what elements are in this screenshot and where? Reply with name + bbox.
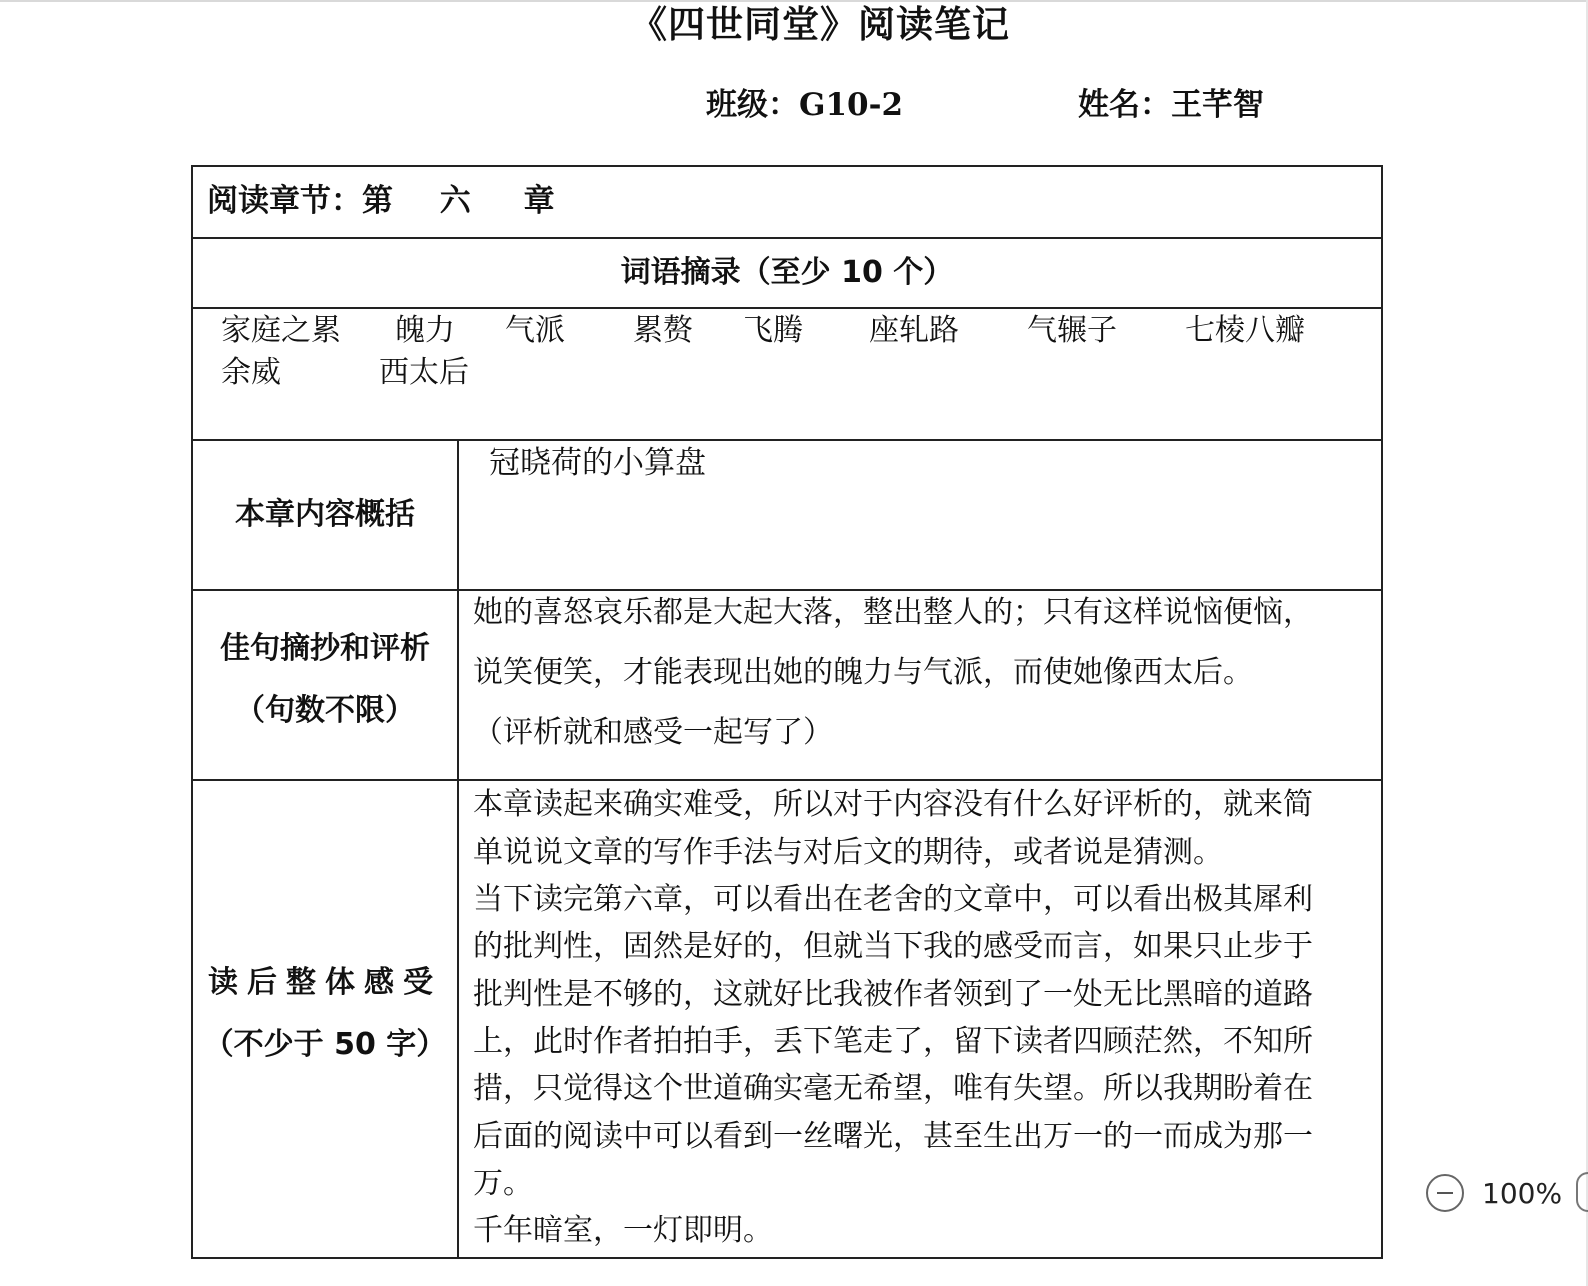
zoom-control bbox=[1426, 1174, 1562, 1212]
feeling-label-note: （不少于 50 字） bbox=[203, 1027, 447, 1062]
feeling-label-cell bbox=[193, 781, 459, 1257]
word-item: 飞腾 bbox=[743, 313, 803, 348]
summary-label: 本章内容概括 bbox=[235, 497, 415, 532]
feeling-label: 读后整体感受 bbox=[208, 965, 442, 1000]
word-item: 气辗子 bbox=[1027, 313, 1117, 348]
word-item: 座轧路 bbox=[869, 313, 959, 348]
feeling-line: 上，此时作者拍拍手，丢下笔走了，留下读者四顾茫然，不知所 bbox=[473, 1024, 1313, 1059]
word-item: 魄力 bbox=[395, 313, 455, 348]
feeling-row bbox=[193, 779, 1381, 1257]
sentences-label: 佳句摘抄和评析 bbox=[220, 631, 430, 666]
words-row bbox=[193, 307, 1381, 439]
reading-notes-table bbox=[191, 165, 1383, 1259]
class-label: 班级： bbox=[706, 87, 799, 123]
sentence-line: 她的喜怒哀乐都是大起大落，整出整人的；只有这样说恼便恼， bbox=[473, 595, 1313, 630]
zoom-level: 100% bbox=[1482, 1176, 1563, 1210]
feeling-line: 本章读起来确实难受，所以对于内容没有什么好评析的，就来简 bbox=[473, 787, 1313, 822]
chapter-number: 六 bbox=[439, 183, 471, 219]
feeling-line: 批判性是不够的，这就好比我被作者领到了一处无比黑暗的道路 bbox=[473, 977, 1313, 1012]
feeling-line: 措，只觉得这个世道确实毫无希望，唯有失望。所以我期盼着在 bbox=[473, 1071, 1313, 1106]
name-info bbox=[1078, 83, 1264, 127]
word-item: 气派 bbox=[505, 313, 565, 348]
sentences-row bbox=[193, 589, 1381, 779]
sentences-label-note: （句数不限） bbox=[235, 693, 415, 728]
chapter-suffix: 章 bbox=[523, 183, 555, 219]
word-item: 七棱八瓣 bbox=[1185, 313, 1305, 348]
chapter-row bbox=[193, 167, 1381, 237]
word-item: 累赘 bbox=[633, 313, 693, 348]
name-label: 姓名： bbox=[1078, 87, 1171, 123]
feeling-line: 单说说文章的写作手法与对后文的期待，或者说是猜测。 bbox=[473, 835, 1223, 870]
feeling-content-cell bbox=[459, 781, 1381, 1257]
name-value: 王芊智 bbox=[1171, 87, 1264, 123]
sentence-line: （评析就和感受一起写了） bbox=[473, 715, 833, 750]
document-title: 《四世同堂》阅读笔记 bbox=[630, 3, 1010, 46]
summary-content-cell bbox=[459, 441, 1381, 589]
summary-text: 冠晓荷的小算盘 bbox=[489, 445, 706, 481]
sentences-content-cell bbox=[459, 591, 1381, 779]
class-info bbox=[706, 83, 903, 127]
words-heading-row bbox=[193, 237, 1381, 307]
sentences-label-cell bbox=[193, 591, 459, 779]
zoom-out-icon[interactable] bbox=[1426, 1174, 1464, 1212]
feeling-line: 万。 bbox=[473, 1166, 533, 1201]
feeling-line: 后面的阅读中可以看到一丝曙光，甚至生出万一的一而成为那一 bbox=[473, 1119, 1313, 1154]
feeling-line: 的批判性，固然是好的，但就当下我的感受而言，如果只止步于 bbox=[473, 929, 1313, 964]
summary-row bbox=[193, 439, 1381, 589]
class-value: G10-2 bbox=[799, 87, 904, 123]
summary-label-cell bbox=[193, 441, 459, 589]
feeling-line: 当下读完第六章，可以看出在老舍的文章中，可以看出极其犀利 bbox=[473, 882, 1313, 917]
feeling-line: 千年暗室，一灯即明。 bbox=[473, 1213, 773, 1248]
zoom-in-icon[interactable] bbox=[1576, 1172, 1588, 1212]
chapter-text bbox=[207, 179, 555, 223]
word-item: 余威 bbox=[221, 355, 281, 390]
chapter-label: 阅读章节：第 bbox=[207, 183, 393, 219]
word-item: 西太后 bbox=[379, 355, 469, 390]
sentence-line: 说笑便笑，才能表现出她的魄力与气派，而使她像西太后。 bbox=[473, 655, 1253, 690]
words-heading: 词语摘录（至少 10 个） bbox=[620, 255, 954, 290]
word-item: 家庭之累 bbox=[221, 313, 341, 348]
